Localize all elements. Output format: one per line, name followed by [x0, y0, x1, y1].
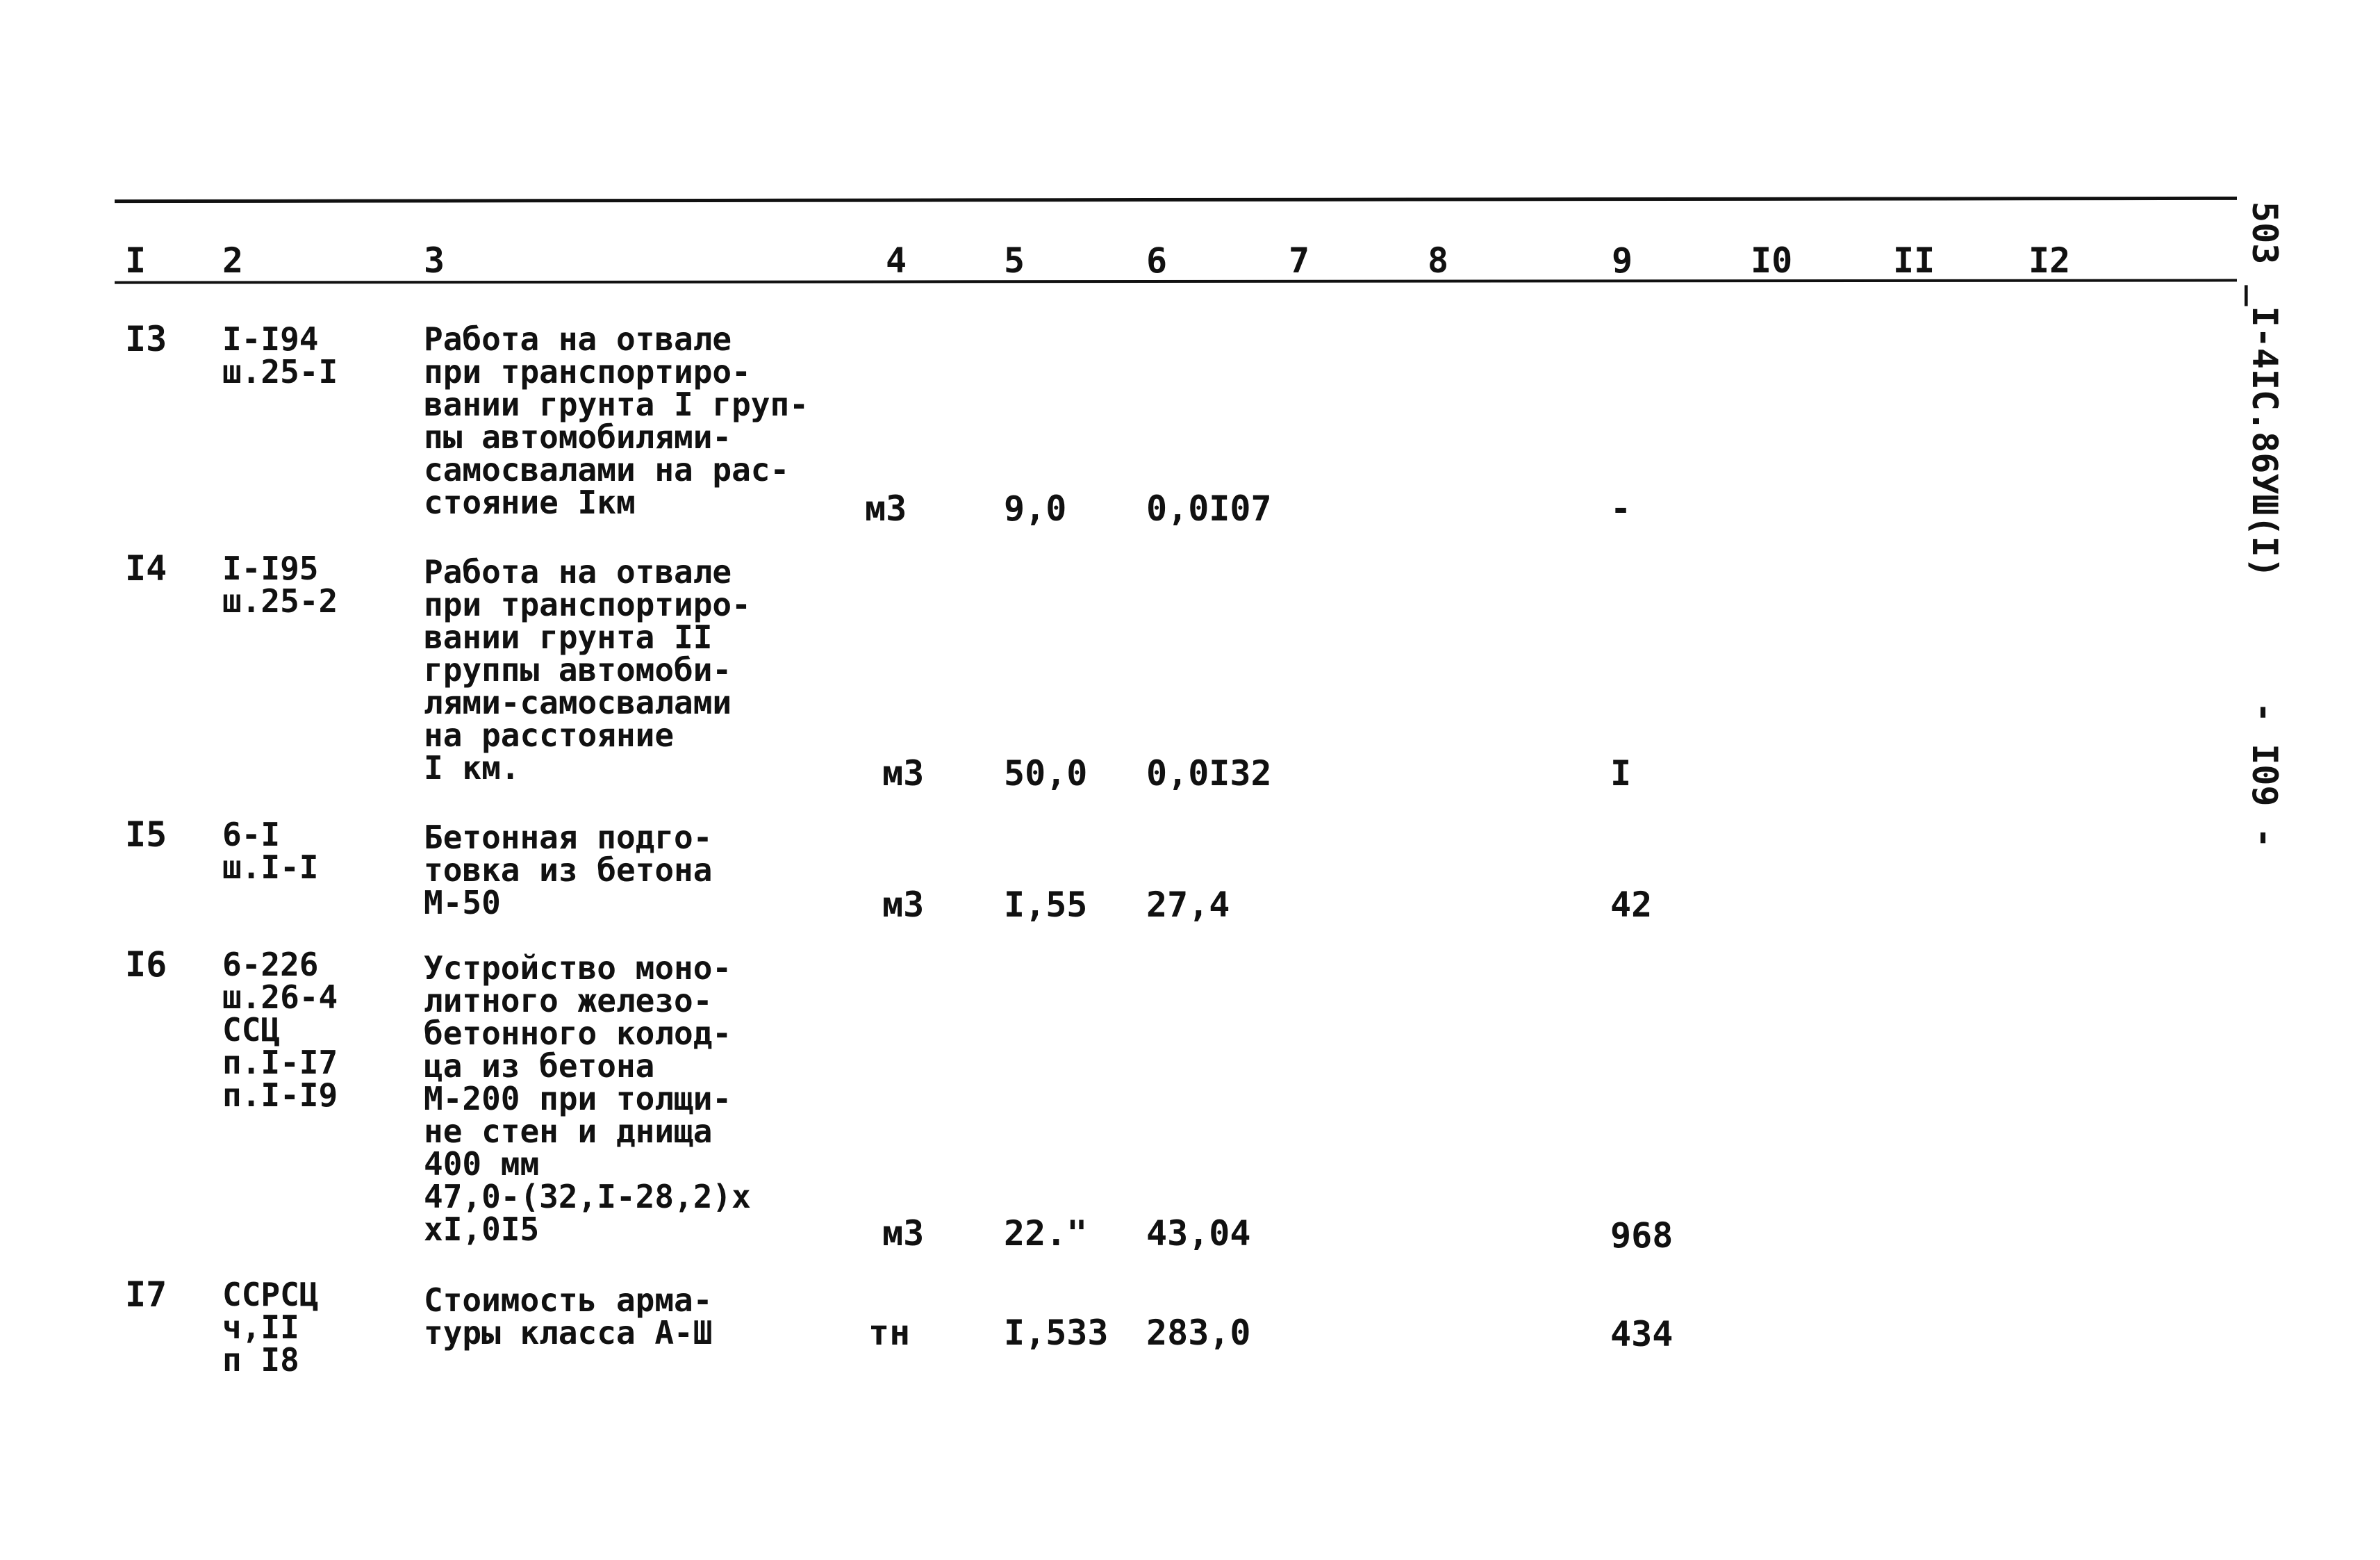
- row-unit-price: 27,4: [1146, 885, 1230, 925]
- column-header-4: 4: [886, 240, 907, 281]
- row-unit: тн: [868, 1313, 911, 1353]
- column-header-9: 9: [1612, 240, 1633, 281]
- row-number: I4: [125, 548, 167, 589]
- row-unit: м3: [882, 1213, 925, 1254]
- row-code: 6-I ш.I-I: [222, 816, 319, 886]
- row-description: Работа на отвале при транспортиро- вании грунта I груп- пы автомобилями- самосвалами на рас- стояние Iкм: [424, 320, 809, 521]
- row-quantity: 9,0: [1004, 488, 1067, 529]
- column-header-12: I2: [2028, 240, 2071, 281]
- row-total: 434: [1610, 1314, 1674, 1354]
- row-number: I3: [125, 319, 167, 359]
- row-unit-price: 43,04: [1146, 1213, 1251, 1254]
- row-unit-price: 0,0I32: [1146, 753, 1272, 794]
- row-quantity: 22.": [1004, 1213, 1088, 1254]
- row-unit: м3: [882, 885, 925, 925]
- row-total: 968: [1610, 1215, 1674, 1256]
- column-header-3: 3: [424, 240, 445, 281]
- row-number: I7: [125, 1274, 167, 1315]
- column-header-1: I: [125, 240, 147, 281]
- column-header-6: 6: [1146, 240, 1168, 281]
- row-description: Устройство моно- литного железо- бетонного колод- ца из бетона М-200 при толщи- не стен и днища 400 мм 47,0-(32,I-28,2)х хI,0I5: [424, 949, 751, 1248]
- row-unit-price: 0,0I07: [1146, 488, 1272, 529]
- row-description: Стоимость арма- туры класса А-Ш: [424, 1281, 713, 1352]
- row-quantity: I,533: [1004, 1313, 1109, 1353]
- row-total: I: [1610, 753, 1632, 794]
- row-quantity: 50,0: [1004, 753, 1088, 794]
- top-rule: [115, 197, 2237, 203]
- row-unit-price: 283,0: [1146, 1313, 1251, 1353]
- row-description: Работа на отвале при транспортиро- вании грунта II группы автомоби- лями-самосвалами на расстояние I км.: [424, 553, 751, 787]
- document-code-vertical: 503 _I-4IC.86УШ(I): [2245, 202, 2285, 578]
- column-header-5: 5: [1004, 240, 1025, 281]
- column-header-7: 7: [1289, 240, 1310, 281]
- row-number: I5: [125, 814, 167, 855]
- row-code: I-I94 ш.25-I: [222, 320, 338, 391]
- row-total: 42: [1610, 885, 1653, 925]
- column-header-10: I0: [1751, 240, 1793, 281]
- row-quantity: I,55: [1004, 885, 1088, 925]
- row-number: I6: [125, 944, 167, 985]
- row-code: ССРСЦ ч,II п I8: [222, 1276, 319, 1379]
- row-total: -: [1610, 488, 1632, 529]
- row-unit: м3: [882, 753, 925, 794]
- column-header-2: 2: [222, 240, 244, 281]
- row-unit: м3: [865, 488, 907, 529]
- row-code: 6-226 ш.26-4 ССЦ п.I-I7 п.I-I9: [222, 946, 338, 1114]
- row-code: I-I95 ш.25-2: [222, 550, 338, 620]
- column-header-8: 8: [1428, 240, 1449, 281]
- row-description: Бетонная подго- товка из бетона М-50: [424, 819, 713, 921]
- column-header-11: II: [1893, 240, 1935, 281]
- page-number-vertical: - I09 -: [2245, 702, 2285, 848]
